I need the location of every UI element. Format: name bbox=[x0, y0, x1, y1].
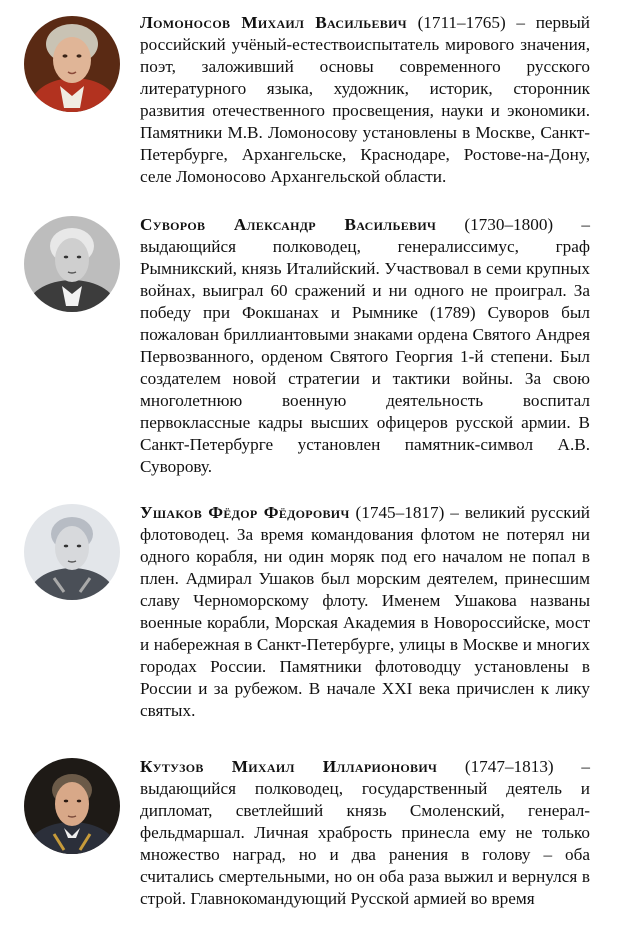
person-bio: (1747–1813) – выдающийся полководец, государственный деятель и дипломат, светлейший князь Смоленский, генерал-фельдмаршал. Личная храбрость принесла ему не только множество наград, но и два ранения в голову – оба считались смертельными, но он оба раза выжил и вернулся в строй. Главнокомандующий Русской армией во время bbox=[140, 757, 590, 908]
person-bio: (1745–1817) – великий русский флотоводец. За время командования флотом не потерял ни одного корабля, ни один моряк под его началом не попал в плен. Адмирал Ушаков был морским деятелем, принесшим славу Черноморскому флоту. Именем Ушакова названы военные корабли, Морская Академия в Новороссийске, мост и набережная в Санкт-Петербурге, улицы в Москве и многих городах России. Памятники флотоводцу установлены в России и за рубежом. В начале XXI века причислен к лику святых. bbox=[140, 503, 590, 720]
portrait-lomonosov bbox=[24, 16, 120, 112]
person-name: Кутузов Михаил Илларионович bbox=[140, 757, 438, 776]
entry-text-suvorov bbox=[140, 214, 590, 478]
entry-text-ushakov bbox=[140, 502, 590, 722]
person-name: Ломоносов Михаил Васильевич bbox=[140, 13, 407, 32]
person-bio: (1730–1800) – выдающийся полководец, генералиссимус, граф Рымникский, князь Италийский. Участвовал в семи крупных войнах, выиграл 60 сражений и ни одного не проиграл. За победу при Фокшанах и Рымнике (1789) Суворов был пожалован бриллиантовыми знаками ордена Святого Андрея Первозванного, орденом Святого Георгия 1-й степени. Был создателем новой стратегии и тактики войны. За свою многолетнюю военную деятельность воспитал первоклассные кадры высших офицеров русской армии. В Санкт-Петербурге установлен памятник-символ А.В. Суворову. bbox=[140, 215, 591, 476]
entry-text-kutuzov bbox=[140, 756, 590, 910]
portrait-ushakov bbox=[24, 504, 120, 600]
person-bio: (1711–1765) – первый российский учёный-естествоиспытатель мирового значения, поэт, заложивший основы современного русского литературного языка, художник, историк, сторонник развития отечественного просвещения, науки и экономики. Памятники М.В. Ломоносову установлены в Москве, Санкт-Петербурге, Архангельске, Краснодаре, Ростове-на-Дону, селе Ломоносово Архангельской области. bbox=[140, 13, 590, 186]
entry-text-lomonosov bbox=[140, 12, 590, 188]
person-name: Ушаков Фёдор Фёдорович bbox=[140, 503, 350, 522]
portrait-kutuzov bbox=[24, 758, 120, 854]
portrait-suvorov bbox=[24, 216, 120, 312]
person-name: Суворов Александр Васильевич bbox=[140, 215, 437, 234]
